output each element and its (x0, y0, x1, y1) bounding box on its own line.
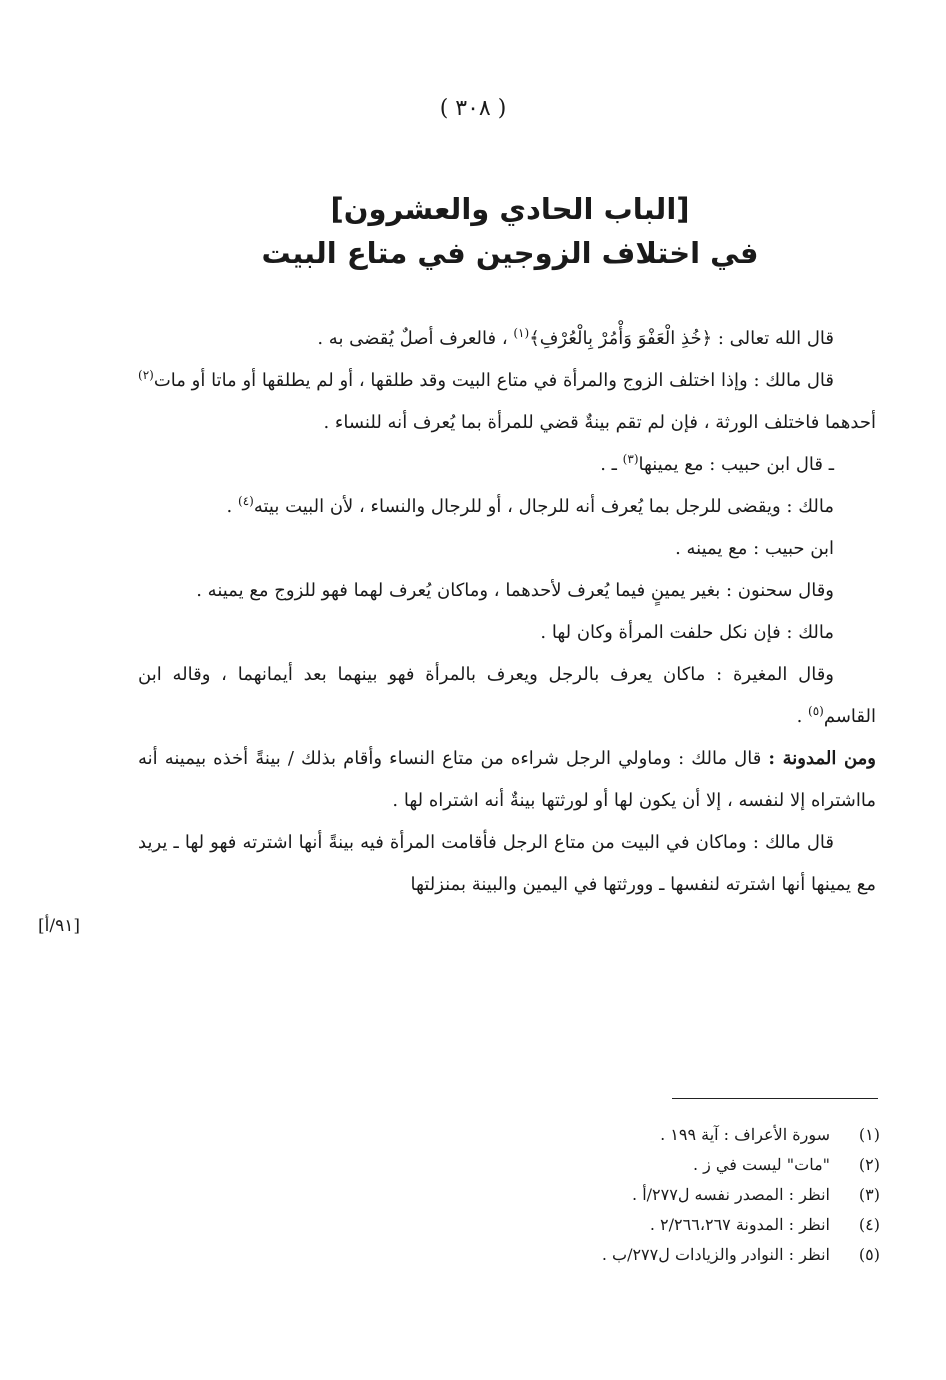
footnote-number: (١) (858, 1125, 880, 1144)
paragraph-text: . (796, 706, 809, 727)
chapter-title: [الباب الحادي والعشرون] (330, 192, 690, 226)
paragraph (138, 444, 876, 486)
body-text (138, 318, 876, 906)
footnote-ref: (١) (513, 326, 530, 340)
paragraph-text: مالك : فإن نكل حلفت المرأة وكان لها . (540, 622, 834, 643)
footnote-text: انظر : النوادر والزيادات ل٢٧٧/ب . (601, 1245, 830, 1264)
footnotes (480, 1120, 880, 1270)
footnote-ref: (٢) (138, 368, 154, 382)
footnote-item (480, 1150, 880, 1180)
paragraph (138, 318, 876, 360)
paragraph-text: ـ . (600, 454, 623, 475)
paragraph (138, 612, 876, 654)
footnote-text: انظر : المصدر نفسه ل٢٧٧/أ . (632, 1185, 830, 1204)
footnote-number: (٢) (858, 1155, 880, 1174)
footnote-number: (٣) (858, 1185, 880, 1204)
footnote-text: "مات" ليست في ز . (692, 1155, 830, 1174)
paragraph-text: وقال سحنون : بغير يمينٍ فيما يُعرف لأحدهما ، وماكان يُعرف لهما فهو للزوج مع يمينه . (196, 580, 834, 601)
paragraph (138, 654, 876, 738)
footnote-item (480, 1240, 880, 1270)
page-number: ( ٣٠٨ ) (439, 96, 507, 121)
paragraph-text: ، فالعرف أصلٌ يُقضى به . (317, 328, 514, 349)
footnote-ref: (٤) (238, 494, 254, 508)
footnote-divider (672, 1098, 878, 1099)
paragraph-text: أحدهما فاختلف الورثة ، فإن لم تقم بينةٌ قضي للمرأة بما يُعرف أنه للنساء . (323, 412, 876, 433)
footnote-ref: (٣) (622, 452, 639, 466)
footnote-text: سورة الأعراف : آية ١٩٩ . (660, 1125, 830, 1144)
paragraph (138, 822, 876, 906)
paragraph-text: وقال المغيرة : ماكان يعرف بالرجل ويعرف بالمرأة فهو بينهما بعد أيمانهما ، وقاله ابن القاسم (138, 664, 876, 727)
paragraph-text: قال الله تعالى : ﴿خُذِ الْعَفْوَ وَأْمُرْ بِالْعُرْفِ﴾ (529, 328, 834, 349)
paragraph-text: ابن حبيب : مع يمينه . (675, 538, 834, 559)
paragraph-text: قال مالك : وماولي الرجل شراءه من متاع النساء وأقام بذلك / بينةً أخذه بيمينه أنه مااشتراه إلا لنفسه ، إلا أن يكون لها أو لورثتها بينةٌ أنه اشتراه لها . (138, 748, 876, 811)
paragraph-text: ـ قال ابن حبيب : مع يمينها (638, 454, 834, 475)
footnote-number: (٤) (858, 1215, 880, 1234)
footnote-number: (٥) (858, 1245, 880, 1264)
paragraph-text: قال مالك : وماكان في البيت من متاع الرجل فأقامت المرأة فيه بينةً أنها اشترته فهو لها ـ يريد مع يمينها أنها اشترته لنفسها ـ وورثتها في اليمين والبينة بمنزلتها (138, 832, 876, 895)
paragraph-text: قال مالك : وإذا اختلف الزوج والمرأة في متاع البيت وقد طلقها ، أو لم يطلقها أو ماتا أو مات (153, 370, 834, 391)
paragraph (138, 528, 876, 570)
chapter-subtitle: في اختلاف الزوجين في متاع البيت (261, 236, 759, 270)
footnote-item (480, 1120, 880, 1150)
paragraph-text: . (226, 496, 238, 517)
footnote-text: انظر : المدونة ٢/٢٦٦،٢٦٧ . (649, 1215, 830, 1234)
paragraph (138, 360, 876, 444)
paragraph (138, 486, 876, 528)
footnote-item (480, 1180, 880, 1210)
paragraph-text: مالك : ويقضى للرجل بما يُعرف أنه للرجال ، أو للرجال والنساء ، لأن البيت بيته (253, 496, 834, 517)
section-lead: ومن المدونة : (768, 748, 876, 769)
footnote-ref: (٥) (808, 704, 824, 718)
paragraph (138, 570, 876, 612)
footnote-item (480, 1210, 880, 1240)
paragraph (138, 738, 876, 822)
margin-note: [٩١/أ] (38, 916, 80, 936)
